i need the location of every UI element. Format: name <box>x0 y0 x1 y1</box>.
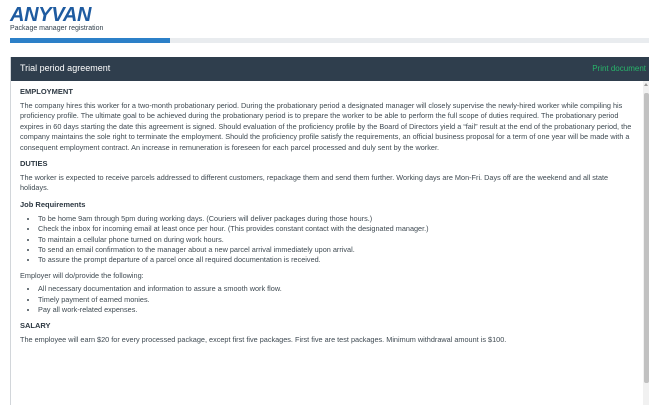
registration-progress-fill <box>10 38 170 43</box>
vertical-scrollbar[interactable] <box>643 81 649 405</box>
duties-heading: DUTIES <box>20 159 48 169</box>
scroll-up-arrow-icon[interactable] <box>644 83 648 86</box>
job-requirements-heading: Job Requirements <box>20 199 86 209</box>
scrollbar-thumb[interactable] <box>644 93 649 383</box>
page-subtitle: Package manager registration <box>10 25 104 32</box>
job-requirement-item: • To be home 9am through 5pm during working days. (Couriers will deliver packages during those hours.) <box>38 214 638 224</box>
employer-obligation-item: • Timely payment of earned monies. <box>38 295 638 305</box>
job-requirement-item: • To maintain a cellular phone turned on during work hours. <box>38 235 638 245</box>
agreement-text <box>20 87 638 405</box>
employment-heading: EMPLOYMENT <box>20 87 73 96</box>
salary-paragraph: The employee will earn $20 for every processed package, except first five packages. First five are test packages. Minimum withdrawal amount is $100. <box>20 334 507 344</box>
employment-paragraph: The company hires this worker for a two-month probationary period. During the probationary period a designated manager will closely supervise the newly-hired worker while compiling his proficiency profile. The ultimate goal to be achieved during the probationary period is to prepare the worker to be able to perform the full scope of duties required. The probationary period expires in 60 days starting the date this agreement is signed. Should evaluation of the proficiency profile by the Board of Directors yield a “fail” result at the end of the probationary period, the company maintains the sole right to terminate the employment. Should the proficiency profile satisfy the requirements, an official business proposal for a term of one year will be made with a consequent employment contract. An increase in remuneration is foreseen for each parcel processed and duly sent by the worker. <box>20 101 632 152</box>
card-title: Trial period agreement <box>20 63 111 73</box>
job-requirement-item: • To assure the prompt departure of a parcel once all required documentation is received. <box>38 255 638 265</box>
job-requirement-item: • To send an email confirmation to the manager about a new parcel arrival immediately upon arrival. <box>38 245 638 255</box>
employer-intro: Employer will do/provide the following: <box>20 270 144 280</box>
job-requirement-item: • Check the inbox for incoming email at least once per hour. (This provides constant contact with the designated manager.) <box>38 224 638 234</box>
print-document-link[interactable]: Print document <box>592 64 646 73</box>
duties-paragraph: The worker is expected to receive parcels addressed to different customers, repackage them and send them further. Working days are Mon-Fri. Days off are the weekend and all state holidays. <box>20 173 609 193</box>
anyvan-logo: ANYVAN <box>10 4 92 26</box>
salary-heading: SALARY <box>20 320 51 330</box>
agreement-card <box>10 57 649 405</box>
registration-progress-bar <box>10 38 649 43</box>
job-requirements-list <box>20 214 638 266</box>
employer-obligations-list <box>20 284 638 315</box>
employer-obligation-item: • Pay all work-related expenses. <box>38 305 638 315</box>
card-header <box>11 57 649 81</box>
page-header <box>0 0 649 55</box>
employer-obligation-item: • All necessary documentation and information to assure a smooth work flow. <box>38 284 638 294</box>
